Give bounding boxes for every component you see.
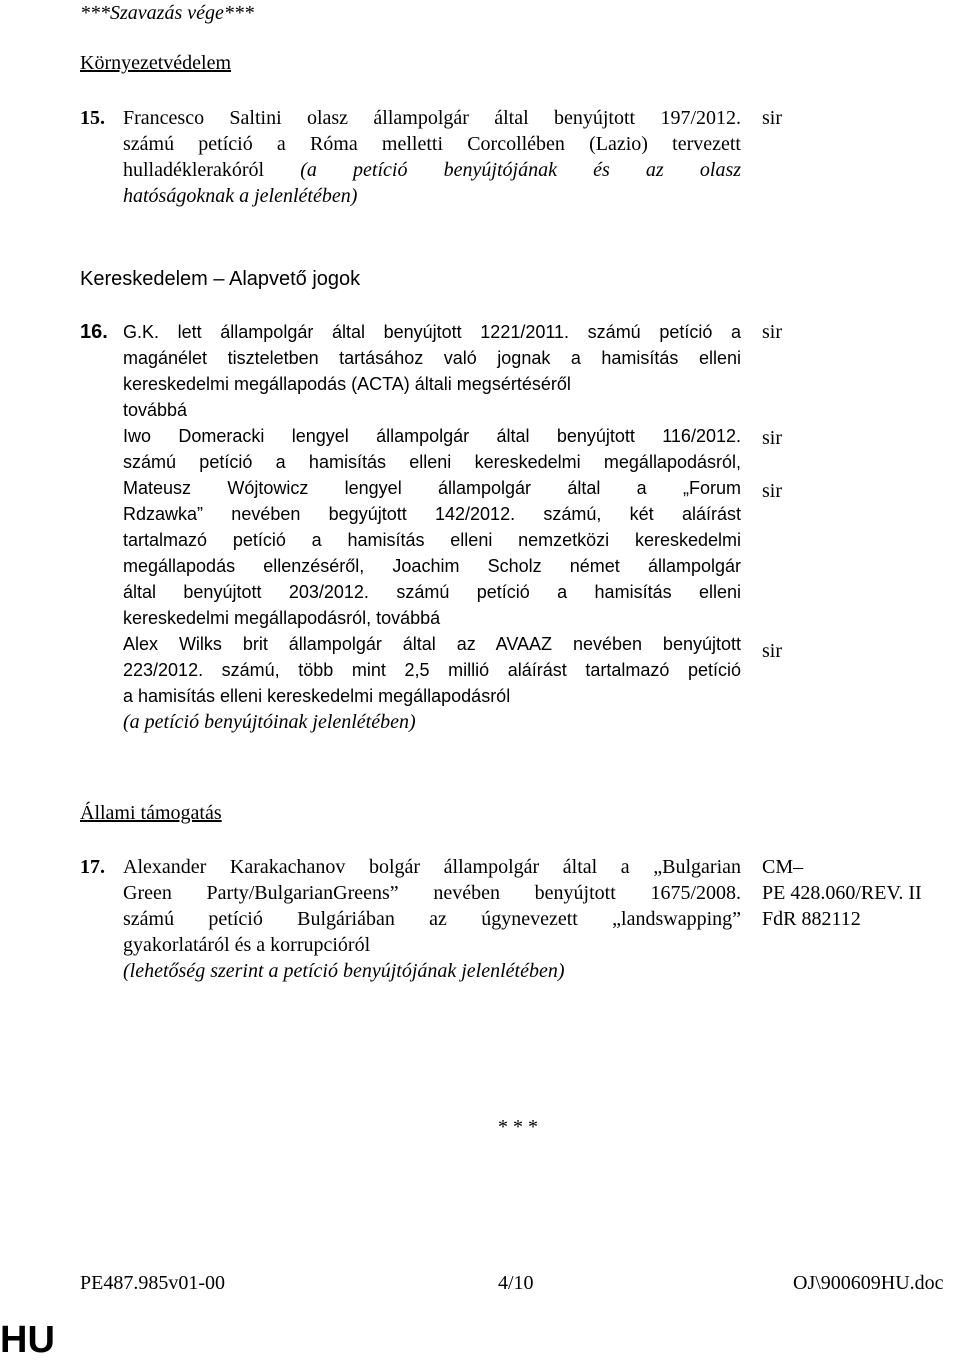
item-15-line-a: hulladéklerakóról <box>123 159 265 181</box>
footer-file-name: OJ\900609HU.doc <box>793 1272 944 1294</box>
item-16-line: által benyújtott 203/2012. számú petíció a hamisítás elleni <box>123 582 741 602</box>
item-16-line: Alex Wilks brit állampolgár által az AVAAZ nevében benyújtott <box>123 634 741 654</box>
item-number-15: 15. <box>80 107 105 129</box>
item-16-italic-line: (a petíció benyújtóinak jelenlétében) <box>123 711 416 733</box>
item-16-line: továbbá <box>123 400 188 420</box>
section-heading-state-aid: Állami támogatás <box>80 802 222 824</box>
item-17-line: számú petíció Bulgáriában az úgynevezett „landswapping” <box>123 908 741 930</box>
separator-stars: * * * <box>498 1116 538 1138</box>
item-16-line: Iwo Domeracki lengyel állampolgár által benyújtott 116/2012. <box>123 426 741 446</box>
item-16-line: megállapodás ellenzéséről, Joachim Scholz német állampolgár <box>123 556 741 576</box>
item-16-text <box>123 319 741 735</box>
item-15-line <box>123 157 741 183</box>
item-17-text <box>123 854 741 984</box>
item-17-side-pe: PE 428.060/REV. II <box>762 882 922 904</box>
item-16-side-2: sir <box>762 427 782 449</box>
item-17-italic-line: (lehetőség szerint a petíció benyújtójának jelenlétében) <box>123 960 565 982</box>
item-17-line: gyakorlatáról és a korrupcióról <box>123 934 371 956</box>
item-17-line: Alexander Karakachanov bolgár állampolgár által a „Bulgarian <box>123 856 741 878</box>
footer-language-code: HU <box>0 1319 55 1361</box>
section-heading-trade: Kereskedelem – Alapvető jogok <box>80 268 361 290</box>
item-16-line: G.K. lett állampolgár által benyújtott 1221/2011. számú petíció a <box>123 322 741 342</box>
item-16-line: magánélet tiszteletben tartásához való jognak a hamisítás elleni <box>123 348 741 368</box>
item-15-side: sir <box>762 107 782 129</box>
voting-end-marker: ***Szavazás vége*** <box>80 2 254 24</box>
item-17-line: Green Party/BulgarianGreens” nevében benyújtott 1675/2008. <box>123 882 741 904</box>
item-16-line: tartalmazó petíció a hamisítás elleni nemzetközi kereskedelmi <box>123 530 741 550</box>
item-16-side-1: sir <box>762 321 782 343</box>
item-number-16: 16. <box>80 321 108 343</box>
item-17-side-cm: CM– <box>762 856 804 878</box>
item-16-line: a hamisítás elleni kereskedelmi megállapodásról <box>123 686 511 706</box>
item-16-line: számú petíció a hamisítás elleni kereskedelmi megállapodásról, <box>123 452 741 472</box>
footer-doc-ref: PE487.985v01-00 <box>80 1272 225 1294</box>
item-16-side-4: sir <box>762 640 782 662</box>
item-16-line: kereskedelmi megállapodás (ACTA) általi megsértéséről <box>123 374 571 394</box>
item-16-line: 223/2012. számú, több mint 2,5 millió aláírást tartalmazó petíció <box>123 660 741 680</box>
footer-page-number: 4/10 <box>498 1272 534 1294</box>
item-15-italic: (a petíció benyújtójának és az olasz <box>300 159 742 181</box>
item-16-side-3: sir <box>762 480 782 502</box>
item-15-text <box>123 105 741 209</box>
section-heading-environment: Környezetvédelem <box>80 52 232 74</box>
item-number-17: 17. <box>80 856 105 878</box>
item-16-line: Rdzawka” nevében begyújtott 142/2012. számú, két aláírást <box>123 504 741 524</box>
item-17-side-fdr: FdR 882112 <box>762 908 861 930</box>
item-15-italic-line: hatóságoknak a jelenlétében) <box>123 185 358 207</box>
item-16-line: Mateusz Wójtowicz lengyel állampolgár által a „Forum <box>123 478 741 498</box>
item-15-line: számú petíció a Róma melletti Corcollében (Lazio) tervezett <box>123 133 741 155</box>
item-16-line: kereskedelmi megállapodásról, továbbá <box>123 608 441 628</box>
item-15-line: Francesco Saltini olasz állampolgár által benyújtott 197/2012. <box>123 107 741 129</box>
